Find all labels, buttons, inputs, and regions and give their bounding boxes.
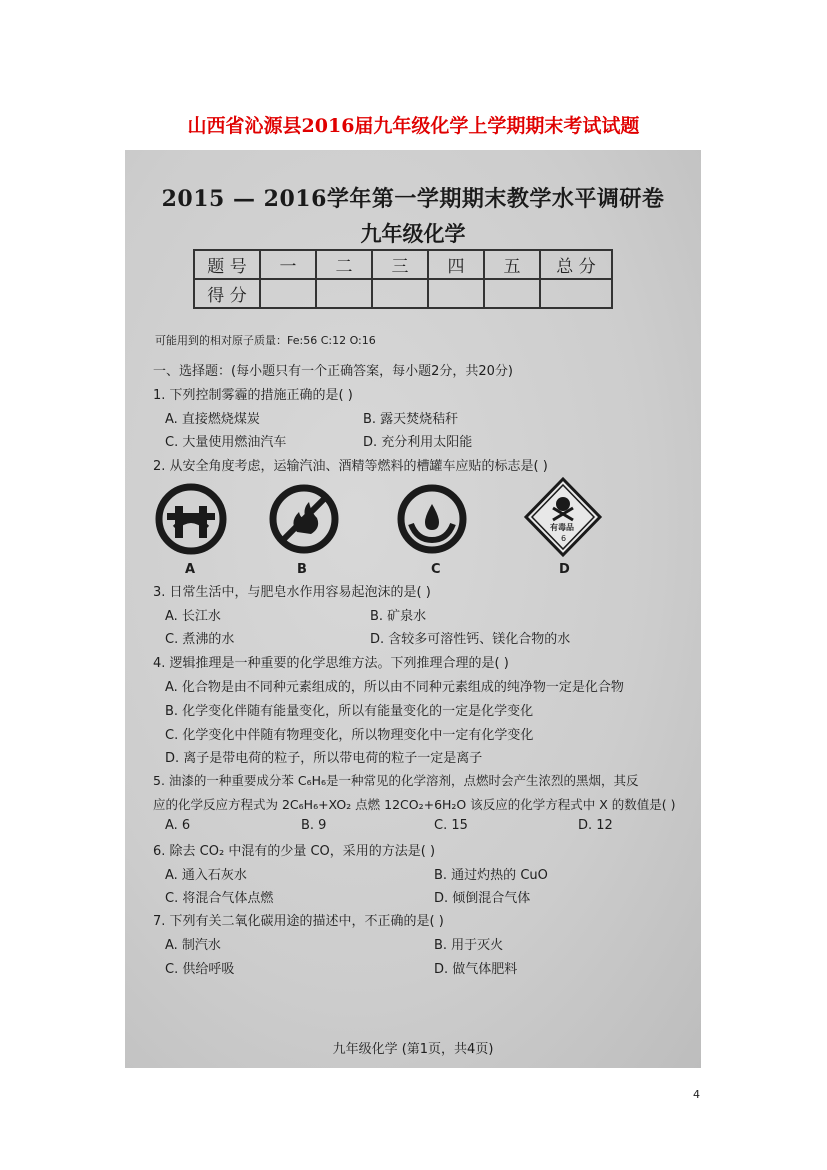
question-7-option-a: A. 制汽水 (165, 938, 221, 953)
exam-photo (125, 150, 701, 1068)
score-cell (316, 279, 372, 308)
question-3-option-b: B. 矿泉水 (370, 609, 427, 624)
question-4-option-c: C. 化学变化中伴随有物理变化，所以物理变化中一定有化学变化 (165, 728, 534, 743)
question-3-option-a: A. 长江水 (165, 609, 221, 624)
no-fire-sign-icon (267, 482, 341, 556)
sign-d-text: 有毒品 (550, 523, 574, 532)
score-cell (260, 279, 316, 308)
question-5-line-2: 应的化学反应方程式为 2C₆H₆+XO₂ 点燃 12CO₂+6H₂O 该反应的化学方程式中 X 的数值是( ) (153, 797, 676, 812)
question-3-option-d: D. 含较多可溶性钙、镁化合物的水 (370, 632, 571, 647)
question-5-option-c: C. 15 (434, 818, 468, 833)
score-header-cell: 三 (372, 250, 428, 279)
score-row-label: 得 分 (194, 279, 260, 308)
score-header-cell: 五 (484, 250, 540, 279)
page-number: 4 (693, 1088, 700, 1101)
score-table-header-row (194, 250, 612, 279)
question-5-line-1: 5. 油漆的一种重要成分苯 C₆H₆是一种常见的化学溶剂，点燃时会产生浓烈的黑烟，其反 (153, 773, 639, 788)
toxic-sign-icon (523, 476, 603, 558)
score-cell (540, 279, 612, 308)
question-4-option-a: A. 化合物是由不同种元素组成的，所以由不同种元素组成的纯净物一定是化合物 (165, 680, 624, 695)
question-3-option-c: C. 煮沸的水 (165, 632, 235, 647)
question-5-option-d: D. 12 (578, 818, 613, 833)
score-table-score-row (194, 279, 612, 308)
score-cell (428, 279, 484, 308)
score-header-cell: 四 (428, 250, 484, 279)
score-header-cell: 总 分 (540, 250, 612, 279)
exam-title: 2015 — 2016学年第一学期期末教学水平调研卷 (161, 186, 665, 212)
question-5-option-a: A. 6 (165, 818, 191, 833)
question-6-option-a: A. 通入石灰水 (165, 868, 247, 883)
question-6-option-c: C. 将混合气体点燃 (165, 891, 274, 906)
exam-footer: 九年级化学 (第1页，共4页) (332, 1042, 494, 1057)
section-heading: 一、选择题：(每小题只有一个正确答案，每小题2分，共20分) (153, 364, 513, 379)
question-1-option-c: C. 大量使用燃油汽车 (165, 435, 287, 450)
score-table (193, 249, 613, 309)
question-2-stem: 2. 从安全角度考虑，运输汽油、酒精等燃料的槽罐车应贴的标志是( ) (153, 459, 548, 474)
question-4-stem: 4. 逻辑推理是一种重要的化学思维方法。下列推理合理的是( ) (153, 656, 509, 671)
question-6-option-d: D. 倾倒混合气体 (434, 891, 531, 906)
question-1-option-a: A. 直接燃烧煤炭 (165, 412, 260, 427)
score-header-cell: 题 号 (194, 250, 260, 279)
sign-d-label: D (559, 562, 570, 577)
sign-d-number: 6 (561, 534, 567, 543)
question-7-option-d: D. 做气体肥料 (434, 962, 518, 977)
score-header-cell: 二 (316, 250, 372, 279)
question-1-option-d: D. 充分利用太阳能 (363, 435, 473, 450)
sign-a-icon (155, 482, 233, 556)
document-title: 山西省沁源县2016届九年级化学上学期期末考试试题 (187, 115, 640, 137)
score-cell (484, 279, 540, 308)
water-saving-sign-icon (395, 482, 469, 556)
question-4-option-b: B. 化学变化伴随有能量变化，所以有能量变化的一定是化学变化 (165, 704, 534, 719)
question-3-stem: 3. 日常生活中，与肥皂水作用容易起泡沫的是( ) (153, 585, 431, 600)
question-7-option-b: B. 用于灭火 (434, 938, 504, 953)
sign-c-label: C (431, 562, 441, 577)
exam-subtitle: 九年级化学 (360, 221, 466, 246)
question-1-option-b: B. 露天焚烧秸秆 (363, 412, 459, 427)
question-4-option-d: D. 离子是带电荷的粒子，所以带电荷的粒子一定是离子 (165, 751, 483, 766)
question-1-stem: 1. 下列控制雾霾的措施正确的是( ) (153, 388, 353, 403)
question-7-stem: 7. 下列有关二氧化碳用途的描述中，不正确的是( ) (153, 914, 444, 929)
score-cell (372, 279, 428, 308)
question-5-option-b: B. 9 (301, 818, 327, 833)
question-6-stem: 6. 除去 CO₂ 中混有的少量 CO，采用的方法是( ) (153, 844, 436, 859)
sign-a-label: A (185, 562, 196, 577)
sign-b-label: B (297, 562, 307, 577)
question-7-option-c: C. 供给呼吸 (165, 962, 235, 977)
score-header-cell: 一 (260, 250, 316, 279)
atomic-masses: 可能用到的相对原子质量：Fe:56 C:12 O:16 (155, 334, 376, 347)
question-6-option-b: B. 通过灼热的 CuO (434, 868, 548, 883)
